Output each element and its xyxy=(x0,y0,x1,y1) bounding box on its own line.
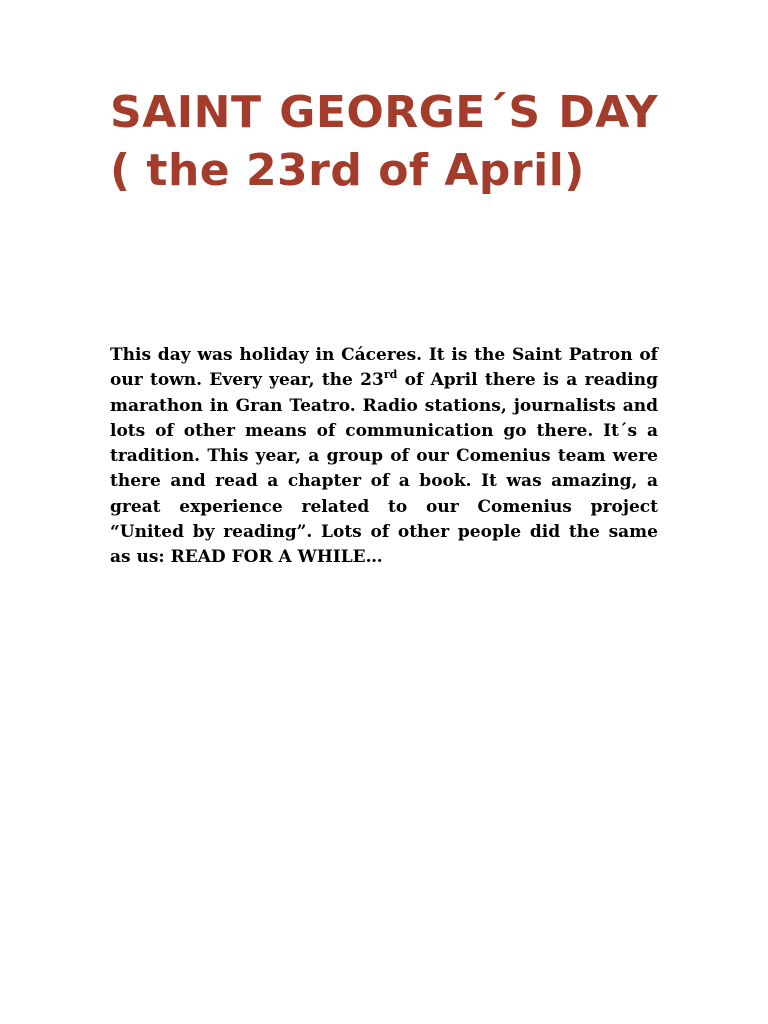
paragraph-text-start: This day was holiday in Cáceres. It is the Saint Patron of our town. Every year, the 23 xyxy=(110,345,658,391)
ordinal-superscript: rd xyxy=(383,368,398,382)
document-title: SAINT GEORGE´S DAY ( the 23rd of April) xyxy=(110,87,658,196)
paragraph-text-end: of April there is a reading marathon in Gran Teatro. Radio stations, journalists and lots of other means of communication go there. It´s a tradition. This year, a group of our Comenius team were there and read a chapter of a book. It was amazing, a great experience related to our Comenius project “United by reading”. Lots of other people did the same as us: READ FOR A WHILE… xyxy=(110,370,658,568)
body-paragraph xyxy=(110,343,658,571)
